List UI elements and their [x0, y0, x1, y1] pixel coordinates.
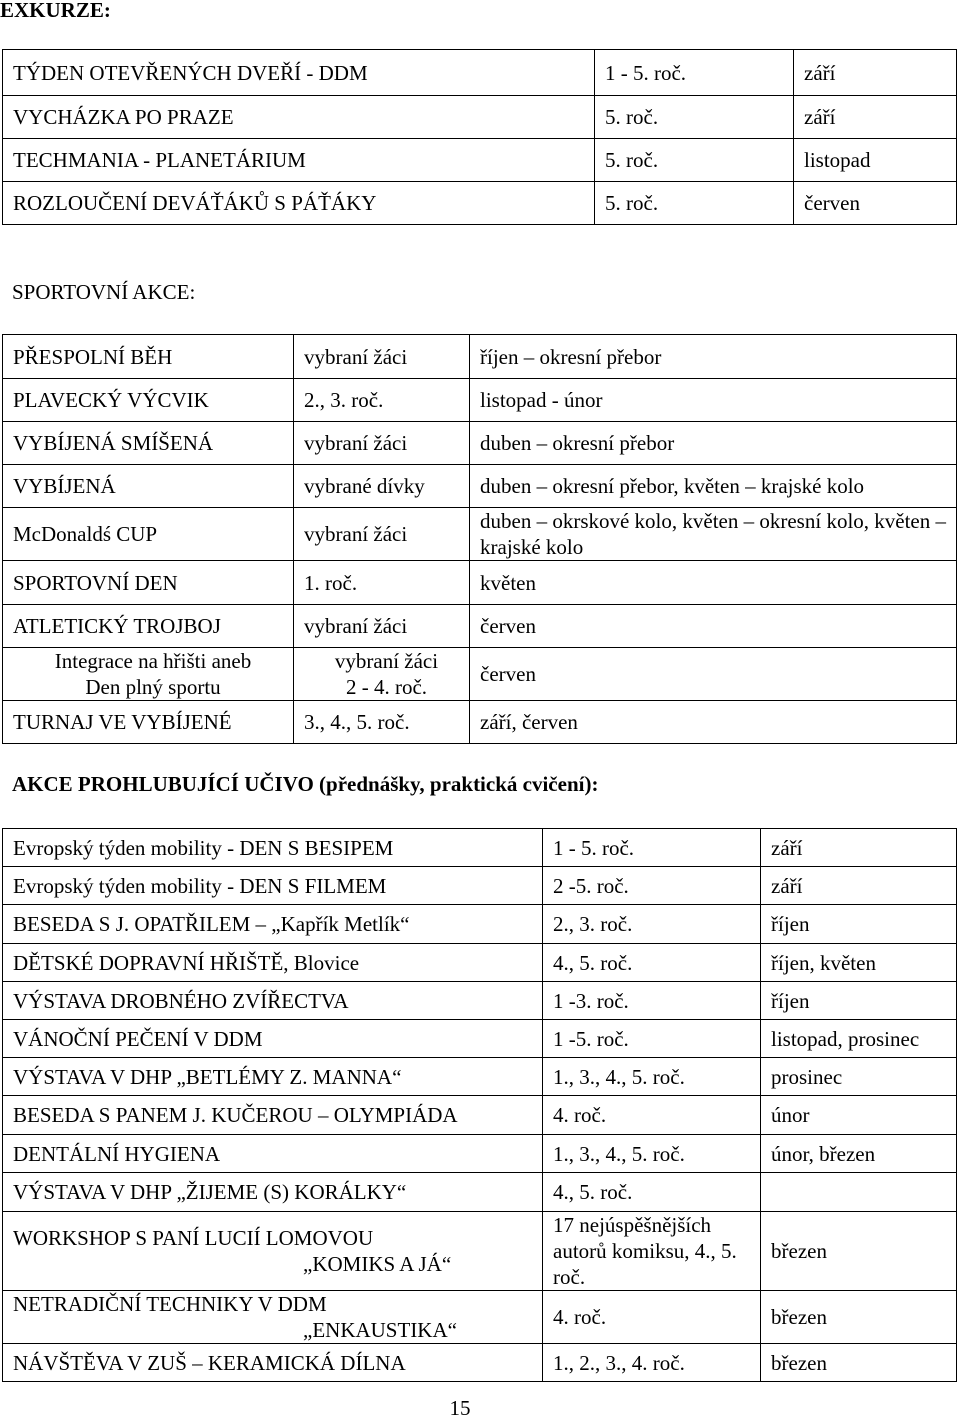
sport-participants	[294, 648, 470, 701]
table-row	[3, 982, 957, 1020]
sport-participants: vybraní žáci	[294, 422, 470, 465]
deep-grade: 17 nejúspěšnějších autorů komiksu, 4., 5. roč.	[543, 1212, 761, 1291]
deep-grade: 1., 3., 4., 5. roč.	[543, 1058, 761, 1096]
sport-participants-line-2: 2 - 4. roč.	[345, 675, 428, 699]
deep-month: září	[761, 829, 957, 867]
deep-event-name-line-2: „ENKAUSTIKA“	[303, 1318, 457, 1342]
deep-month: říjen, květen	[761, 944, 957, 982]
deep-event-name: BESEDA S J. OPATŘILEM – „Kapřík Metlík“	[3, 905, 543, 944]
deep-grade: 4., 5. roč.	[543, 1173, 761, 1212]
sport-date: září, červen	[470, 701, 957, 744]
excursions-table	[2, 49, 957, 225]
sport-participants: vybraní žáci	[294, 605, 470, 648]
deep-grade: 2 -5. roč.	[543, 867, 761, 905]
excursions-heading: EXKURZE:	[0, 0, 111, 22]
sport-event-name: ATLETICKÝ TROJBOJ	[3, 605, 294, 648]
excursion-name: ROZLOUČENÍ DEVÁŤÁKŮ S PÁŤÁKY	[3, 182, 595, 225]
deep-learning-table	[2, 828, 957, 1382]
sport-date: květen	[470, 561, 957, 605]
sport-date: duben – okresní přebor, květen – krajské kolo	[470, 465, 957, 508]
excursion-grade: 5. roč.	[595, 182, 794, 225]
sport-event-name: SPORTOVNÍ DEN	[3, 561, 294, 605]
table-row	[3, 335, 957, 379]
sport-date: duben – okresní přebor	[470, 422, 957, 465]
table-row	[3, 905, 957, 944]
table-row	[3, 182, 957, 225]
sport-event-name: PŘESPOLNÍ BĚH	[3, 335, 294, 379]
deep-event-name: VÁNOČNÍ PEČENÍ V DDM	[3, 1020, 543, 1058]
sport-table	[2, 334, 957, 744]
deep-month: listopad, prosinec	[761, 1020, 957, 1058]
sport-event-name: VYBÍJENÁ	[3, 465, 294, 508]
deep-event-name	[3, 1212, 543, 1291]
page-number: 15	[449, 1396, 471, 1420]
excursion-grade: 5. roč.	[595, 139, 794, 182]
table-row	[3, 1212, 957, 1291]
table-row	[3, 561, 957, 605]
table-row	[3, 50, 957, 96]
sport-event-name: McDonaldś CUP	[3, 508, 294, 561]
table-row	[3, 1020, 957, 1058]
deep-event-name: Evropský týden mobility - DEN S FILMEM	[3, 867, 543, 905]
deep-grade: 4. roč.	[543, 1096, 761, 1135]
table-row	[3, 1173, 957, 1212]
sport-date: říjen – okresní přebor	[470, 335, 957, 379]
deep-learning-heading: AKCE PROHLUBUJÍCÍ UČIVO (přednášky, praktická cvičení):	[12, 772, 599, 796]
table-row	[3, 944, 957, 982]
deep-grade: 1 - 5. roč.	[543, 829, 761, 867]
table-row	[3, 1135, 957, 1173]
deep-grade: 2., 3. roč.	[543, 905, 761, 944]
deep-grade: 4. roč.	[543, 1291, 761, 1344]
table-row	[3, 96, 957, 139]
deep-month: říjen	[761, 982, 957, 1020]
deep-month: říjen	[761, 905, 957, 944]
sport-participants-line-1: vybraní žáci	[334, 649, 439, 673]
sport-event-name-line-1: Integrace na hřišti aneb	[54, 649, 252, 673]
table-row	[3, 379, 957, 422]
excursion-month: červen	[794, 182, 957, 225]
sport-participants: vybrané dívky	[294, 465, 470, 508]
table-row	[3, 508, 957, 561]
excursion-grade: 1 - 5. roč.	[595, 50, 794, 96]
deep-grade: 1., 2., 3., 4. roč.	[543, 1344, 761, 1382]
deep-event-name-line-1: NETRADIČNÍ TECHNIKY V DDM	[13, 1292, 327, 1316]
deep-month: březen	[761, 1291, 957, 1344]
excursion-month: září	[794, 50, 957, 96]
sport-date: červen	[470, 648, 957, 701]
table-row	[3, 829, 957, 867]
sport-participants: vybraní žáci	[294, 335, 470, 379]
deep-event-name: VÝSTAVA V DHP „BETLÉMY Z. MANNA“	[3, 1058, 543, 1096]
deep-event-name-line-2: „KOMIKS A JÁ“	[303, 1252, 452, 1276]
deep-event-name-line-1: WORKSHOP S PANÍ LUCIÍ LOMOVOU	[13, 1226, 374, 1250]
deep-event-name: NÁVŠTĚVA V ZUŠ – KERAMICKÁ DÍLNA	[3, 1344, 543, 1382]
table-row	[3, 867, 957, 905]
sport-event-name: VYBÍJENÁ SMÍŠENÁ	[3, 422, 294, 465]
sport-date: červen	[470, 605, 957, 648]
table-row	[3, 1096, 957, 1135]
table-row	[3, 1344, 957, 1382]
table-row	[3, 605, 957, 648]
sport-event-name: TURNAJ VE VYBÍJENÉ	[3, 701, 294, 744]
deep-event-name: BESEDA S PANEM J. KUČEROU – OLYMPIÁDA	[3, 1096, 543, 1135]
sport-date: duben – okrskové kolo, květen – okresní kolo, květen – krajské kolo	[470, 508, 957, 561]
deep-event-name: VÝSTAVA V DHP „ŽIJEME (S) KORÁLKY“	[3, 1173, 543, 1212]
table-row	[3, 1291, 957, 1344]
sport-event-name-line-2: Den plný sportu	[85, 675, 221, 699]
sport-event-name	[3, 648, 294, 701]
table-row	[3, 648, 957, 701]
deep-grade: 1 -5. roč.	[543, 1020, 761, 1058]
excursion-name: VYCHÁZKA PO PRAZE	[3, 96, 595, 139]
deep-month: březen	[761, 1344, 957, 1382]
sport-participants: vybraní žáci	[294, 508, 470, 561]
sport-heading: SPORTOVNÍ AKCE:	[12, 280, 196, 304]
deep-event-name: DĚTSKÉ DOPRAVNÍ HŘIŠTĚ, Blovice	[3, 944, 543, 982]
sport-participants: 2., 3. roč.	[294, 379, 470, 422]
deep-month: únor, březen	[761, 1135, 957, 1173]
deep-month: září	[761, 867, 957, 905]
excursion-name: TÝDEN OTEVŘENÝCH DVEŘÍ - DDM	[3, 50, 595, 96]
table-row	[3, 139, 957, 182]
deep-grade: 1., 3., 4., 5. roč.	[543, 1135, 761, 1173]
sport-event-name: PLAVECKÝ VÝCVIK	[3, 379, 294, 422]
table-row	[3, 465, 957, 508]
deep-event-name: Evropský týden mobility - DEN S BESIPEM	[3, 829, 543, 867]
sport-participants: 1. roč.	[294, 561, 470, 605]
deep-grade: 1 -3. roč.	[543, 982, 761, 1020]
table-row	[3, 701, 957, 744]
deep-month: únor	[761, 1096, 957, 1135]
sport-date: listopad - únor	[470, 379, 957, 422]
deep-month: prosinec	[761, 1058, 957, 1096]
excursion-month: listopad	[794, 139, 957, 182]
deep-month	[761, 1173, 957, 1212]
excursion-grade: 5. roč.	[595, 96, 794, 139]
table-row	[3, 422, 957, 465]
deep-event-name: VÝSTAVA DROBNÉHO ZVÍŘECTVA	[3, 982, 543, 1020]
deep-month: březen	[761, 1212, 957, 1291]
excursion-month: září	[794, 96, 957, 139]
deep-event-name: DENTÁLNÍ HYGIENA	[3, 1135, 543, 1173]
deep-event-name	[3, 1291, 543, 1344]
table-row	[3, 1058, 957, 1096]
sport-participants: 3., 4., 5. roč.	[294, 701, 470, 744]
excursion-name: TECHMANIA - PLANETÁRIUM	[3, 139, 595, 182]
deep-grade: 4., 5. roč.	[543, 944, 761, 982]
